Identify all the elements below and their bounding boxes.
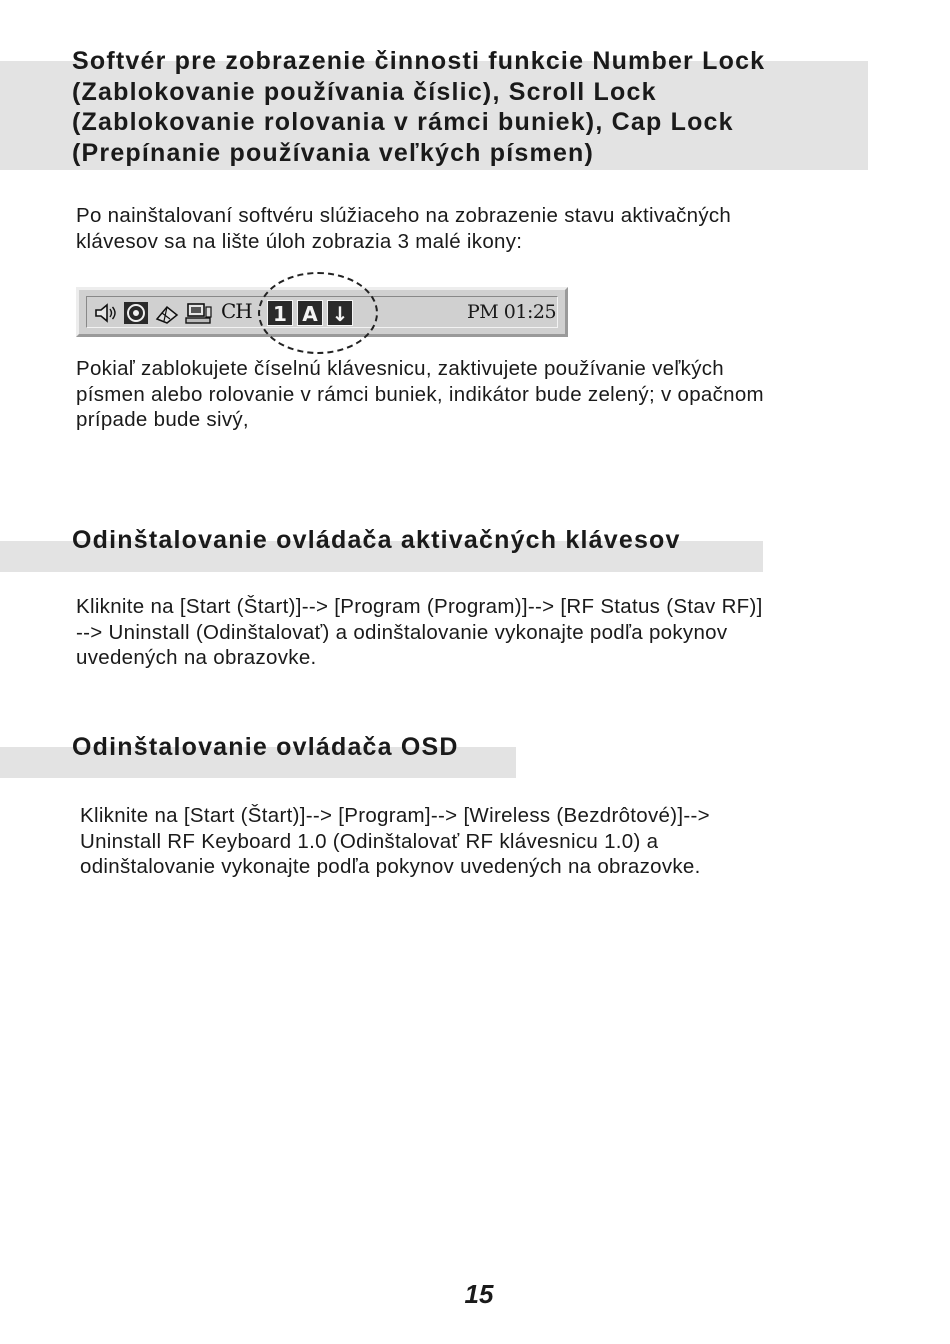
status-paragraph <box>76 356 764 433</box>
indicator-highlight-circle <box>258 272 378 354</box>
network-icon <box>153 301 181 325</box>
title-line: (Zablokovanie rolovania v rámci buniek), Cap Lock <box>72 108 734 136</box>
scroll-lock-indicator: ↓ <box>327 300 353 326</box>
page-number: 15 <box>464 1279 494 1309</box>
title-line: (Zablokovanie používania číslic), Scroll Lock <box>72 77 657 106</box>
text-line: uvedených na obrazovke. <box>76 646 317 669</box>
section-title-number-lock-software <box>72 46 872 168</box>
intro-paragraph <box>76 203 731 254</box>
language-indicator: CH <box>221 299 252 323</box>
section-title-hotkey-uninstall: Odinštalovanie ovládača aktivačných klávesov <box>72 526 681 554</box>
text-line: Kliknite na [Start (Štart)]--> [Program]--> [Wireless (Bezdrôtové)]--> <box>80 804 710 827</box>
title-line: (Prepínanie používania veľkých písmen) <box>72 138 595 167</box>
text-line: Kliknite na [Start (Štart)]--> [Program (Program)]--> [RF Status (Stav RF)] <box>76 595 763 618</box>
text-line: --> Uninstall (Odinštalovať) a odinštalovanie vykonajte podľa pokynov <box>76 620 728 644</box>
hotkey-uninstall-paragraph <box>76 594 763 671</box>
cd-icon <box>123 301 149 325</box>
text-line: odinštalovanie vykonajte podľa pokynov uvedených na obrazovke. <box>80 855 701 878</box>
text-line: Pokiaľ zablokujete číselnú klávesnicu, zaktivujete používanie veľkých <box>76 357 724 380</box>
taskbar-clock: PM 01:25 <box>467 301 557 323</box>
title-line: Softvér pre zobrazenie činnosti funkcie Number Lock <box>72 47 766 75</box>
text-line: Po nainštalovaní softvéru slúžiaceho na zobrazenie stavu aktivačných <box>76 204 732 227</box>
text-line: Uninstall RF Keyboard 1.0 (Odinštalovať RF klávesnicu 1.0) a <box>80 829 659 853</box>
text-line: písmen alebo rolovanie v rámci buniek, indikátor bude zelený; v opačnom <box>76 382 764 406</box>
text-line: klávesov sa na lište úloh zobrazia 3 malé ikony: <box>76 229 523 253</box>
num-lock-indicator: 1 <box>267 300 293 326</box>
speaker-icon <box>93 301 117 325</box>
section-title-osd-uninstall: Odinštalovanie ovládača OSD <box>72 733 459 761</box>
osd-uninstall-paragraph <box>80 803 710 880</box>
caps-lock-indicator: A <box>297 300 323 326</box>
computer-icon <box>185 301 213 325</box>
text-line: prípade bude sivý, <box>76 408 249 431</box>
